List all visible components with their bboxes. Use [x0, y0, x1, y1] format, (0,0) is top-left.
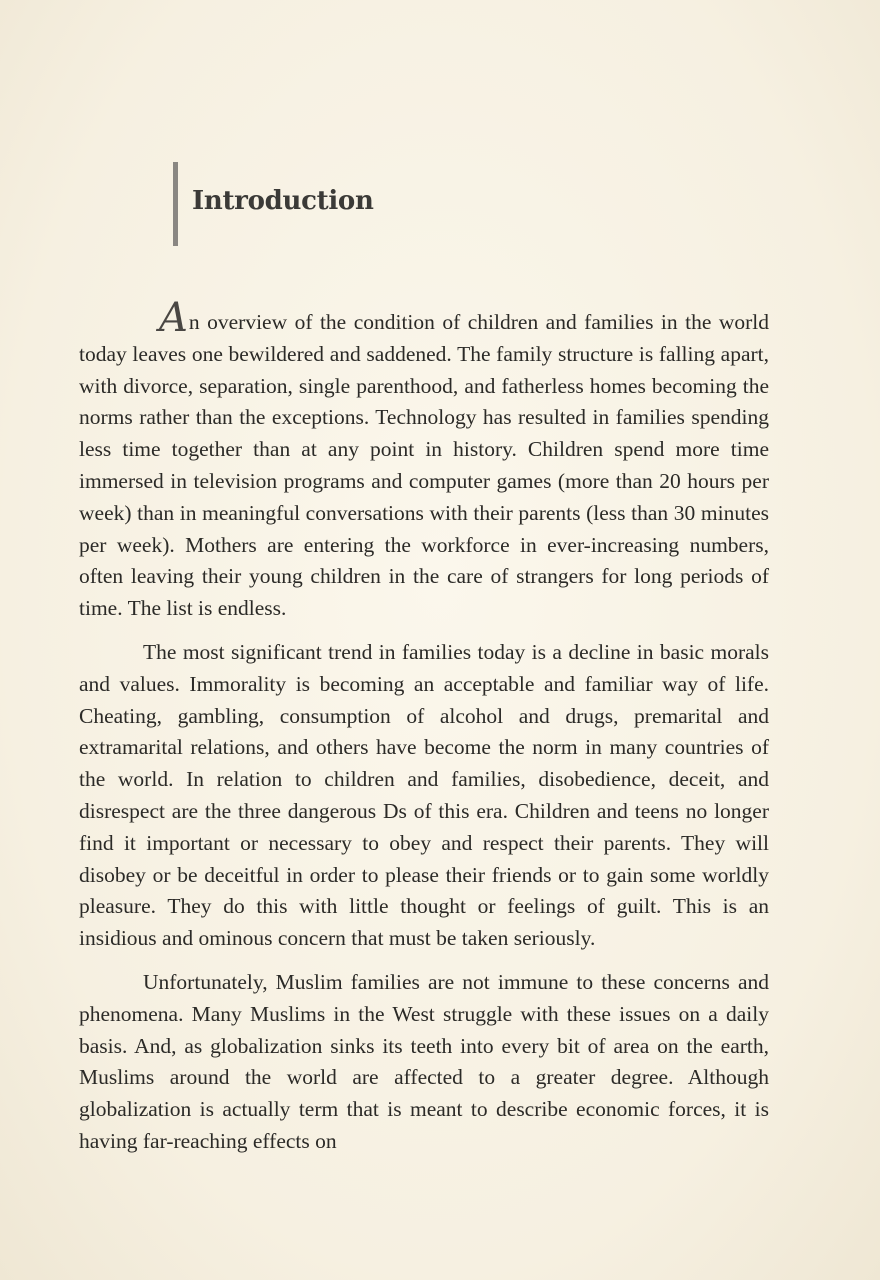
paragraph-2: The most significant trend in families today is a decline in basic morals and values. Immorality is becoming an acceptable and familiar way of life. Cheating, gambling, consumption of alcohol and drugs, premarital and extramarital relations, and others have become the norm in many countries of the world. In relation to children and families, disobedience, deceit, and disrespect are the three dangerous Ds of this era. Children and teens no longer find it important or necessary to obey and respect their parents. They will disobey or be deceitful in order to please their friends or to gain some worldly pleasure. They do this with little thought or feelings of guilt. This is an insidious and ominous concern that must be taken seriously. — [79, 639, 769, 951]
paragraph-1 — [79, 295, 769, 625]
paragraph-1-text: n overview of the condition of children and families in the world today leaves one bewildered and saddened. The family structure is falling apart, with divorce, separation, single parenthood, and fatherless homes becoming the norms rather than the exceptions. Technology has resulted in families spending less time together than at any point in history. Children spend more time immersed in television programs and computer games (more than 20 hours per week) than in meaningful conversations with their parents (less than 30 minutes per week). Mothers are entering the workforce in ever-increasing numbers, often leaving their young children in the care of strangers for long periods of time. The list is endless. — [79, 310, 769, 621]
drop-cap: A — [159, 295, 188, 341]
chapter-body — [79, 295, 769, 1170]
heading-rule — [173, 162, 178, 246]
chapter-title: Introduction — [192, 186, 374, 216]
paragraph-3: Unfortunately, Muslim families are not immune to these concerns and phenomena. Many Muslims in the West struggle with these issues on a daily basis. And, as globalization sinks its teeth into every bit of area on the earth, Muslims around the world are affected to a greater degree. Although globalization is actually term that is meant to describe economic forces, it is having far-reaching effects on — [79, 969, 769, 1153]
